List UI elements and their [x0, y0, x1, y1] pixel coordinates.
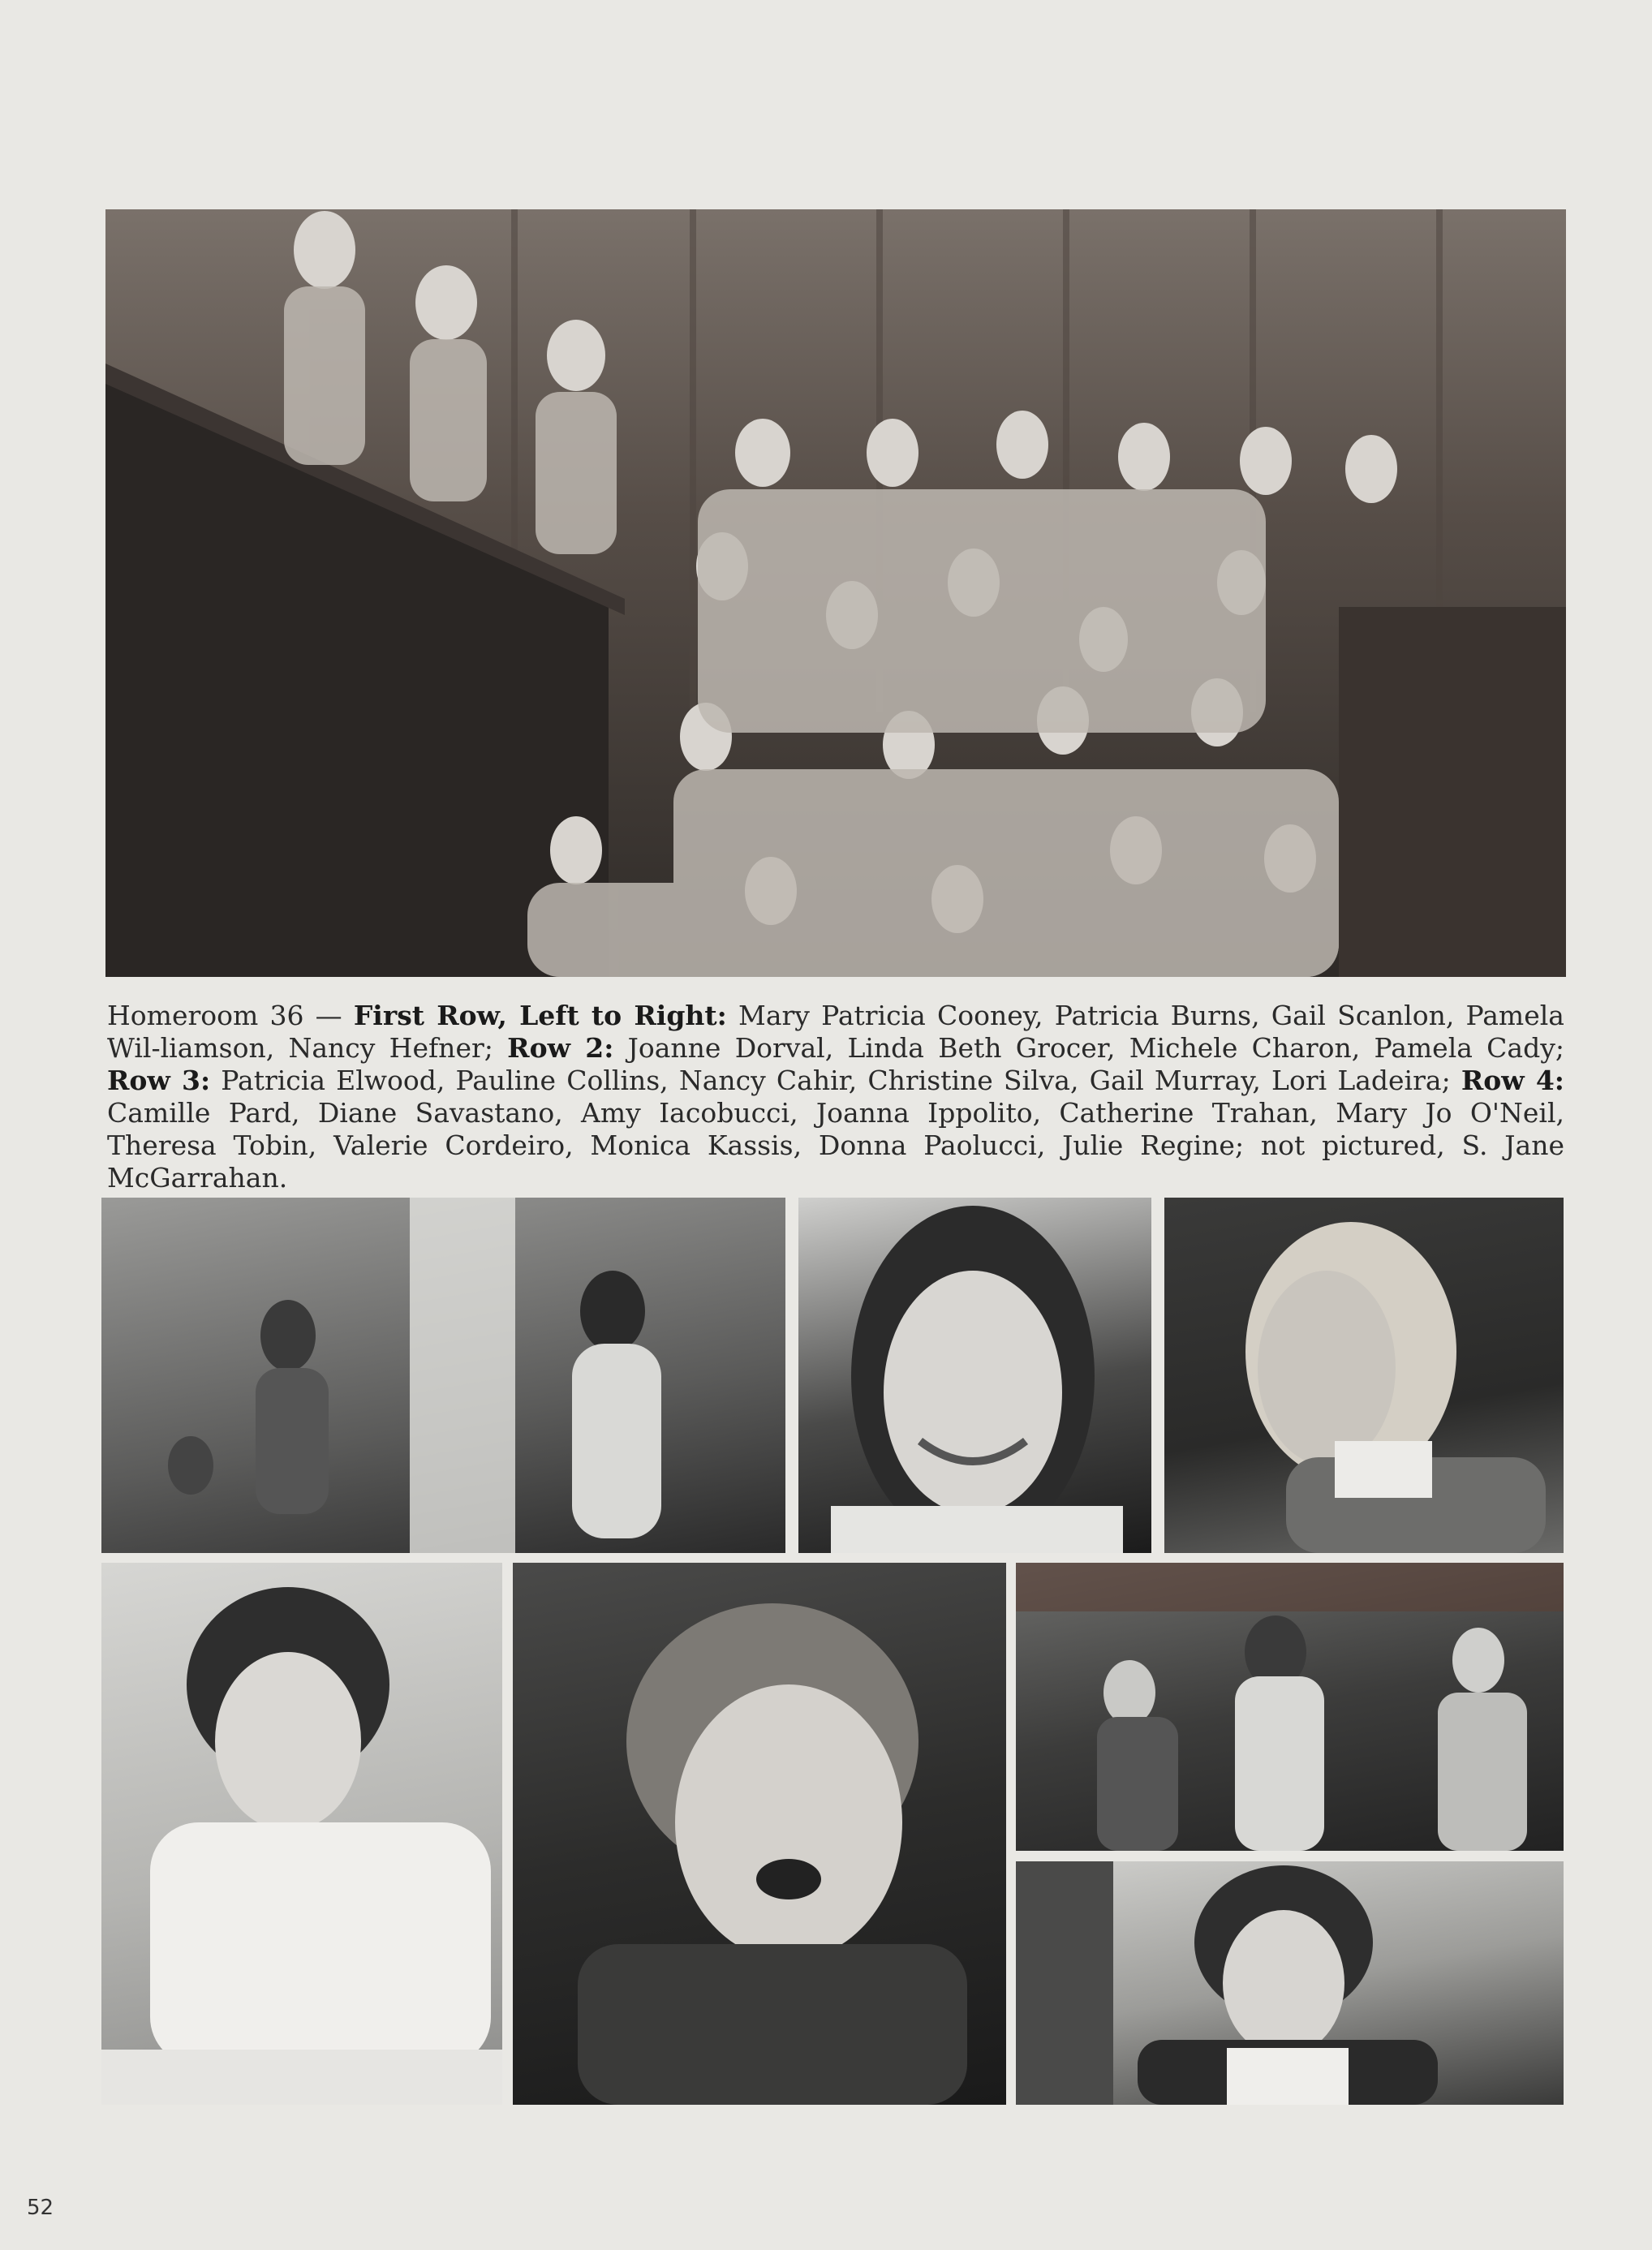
caption-row3-names: Patricia Elwood, Pauline Collins, Nancy Cahir, Christine Silva, Gail Murray, Lori Ladeira;: [221, 1065, 1451, 1096]
caption-row3-label: Row 3:: [107, 1065, 211, 1096]
photo-smiling-student: [798, 1198, 1151, 1553]
homeroom-group-photo: [105, 209, 1566, 977]
caption-row4-label: Row 4:: [1461, 1065, 1564, 1096]
photo-dance-class: [101, 1198, 785, 1553]
caption-row2-label: Row 2:: [507, 1032, 614, 1064]
caption-row2-names: Joanne Dorval, Linda Beth Grocer, Michele Charon, Pamela Cady;: [627, 1032, 1564, 1064]
photo-pensive-student: [101, 1563, 502, 2105]
photo-student-reading: [1016, 1861, 1564, 2105]
caption-row4-names: Camille Pard, Diane Savastano, Amy Iacobucci, Joanna Ippolito, Catherine Trahan, Mary Jo O'Neil, Theresa Tobin, Valerie Cordeiro, Monica Kassis, Donna Paolucci, Julie Regine; not pictured, S. Jane McGarrahan.: [107, 1097, 1564, 1194]
caption-homeroom: Homeroom 36 —: [107, 1000, 342, 1031]
group-photo-caption: [107, 1000, 1564, 1194]
photo-laughing-profile: [1164, 1198, 1564, 1553]
caption-row1-names: Mary Patricia Cooney, Patricia Burns, Gail Scanlon, Pamela Wil-liamson, Nancy Hefner;: [107, 1000, 1564, 1064]
photo-laughing-student: [513, 1563, 1006, 2105]
caption-row1-label: First Row, Left to Right:: [353, 1000, 727, 1031]
page-number: 52: [27, 2196, 54, 2220]
photo-students-outdoors: [1016, 1563, 1564, 1851]
